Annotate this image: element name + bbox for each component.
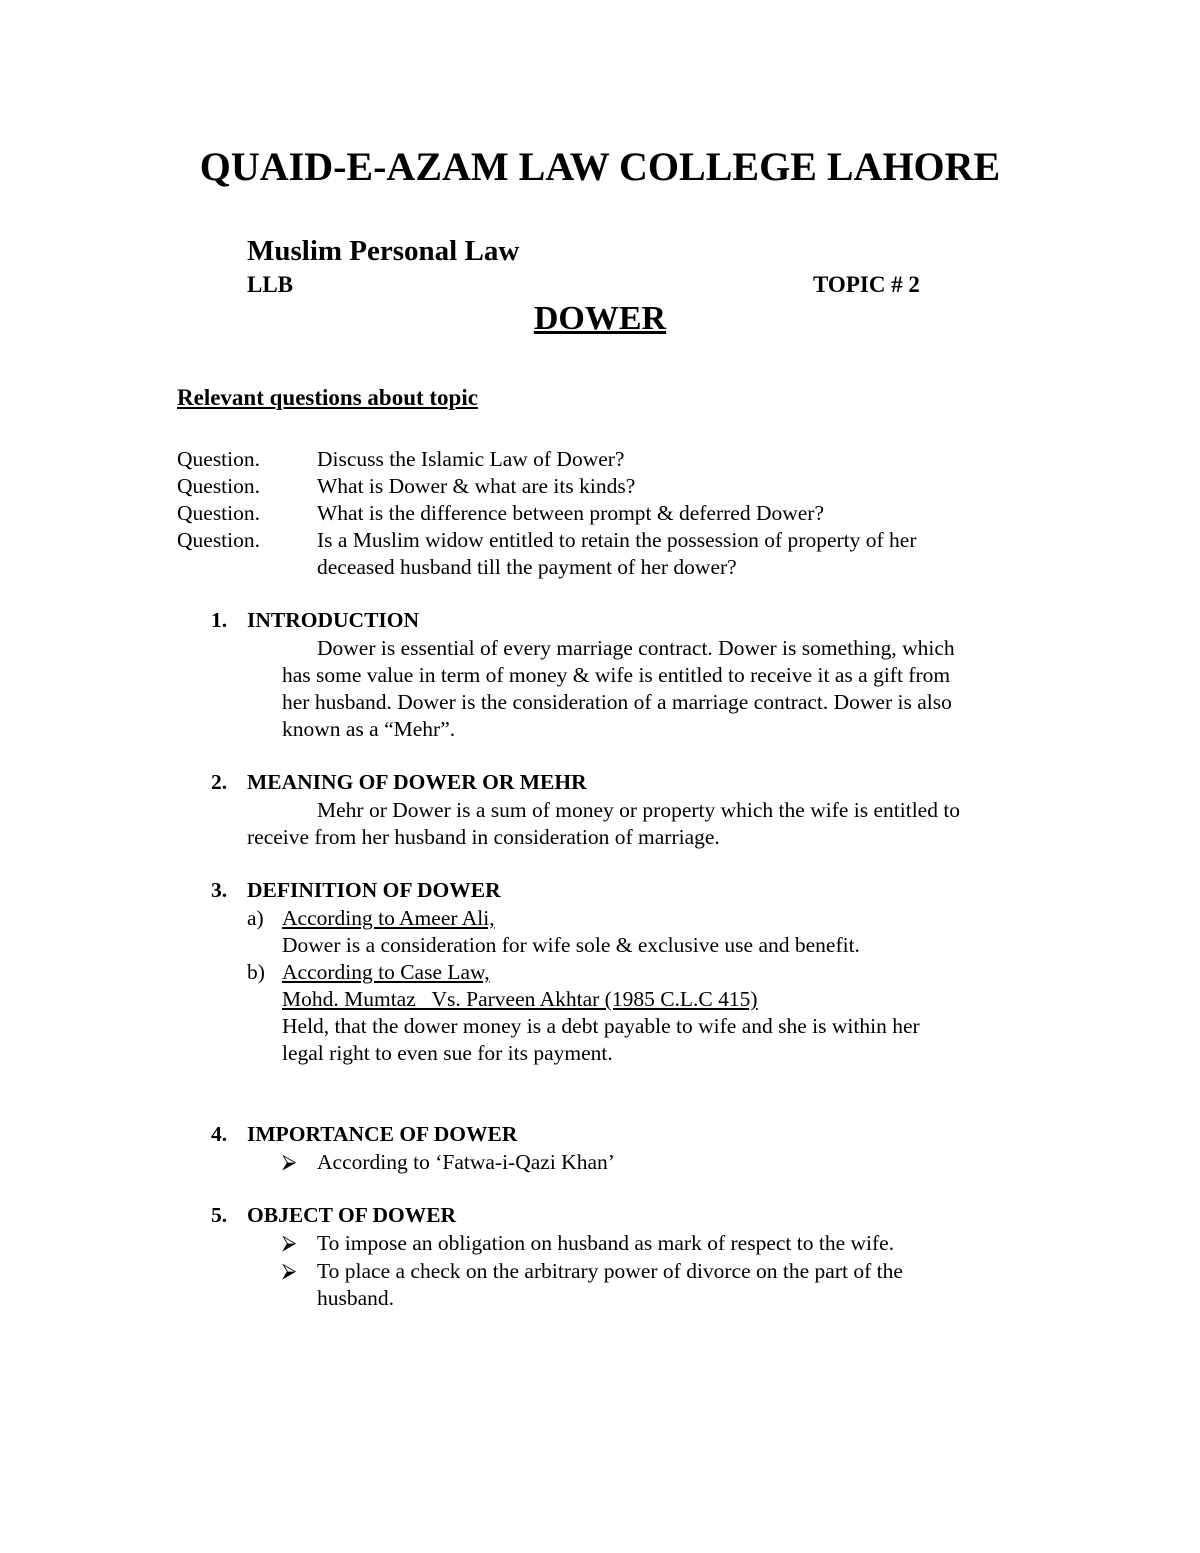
question-text: What is the difference between prompt & deferred Dower? <box>317 501 825 525</box>
paragraph-line: has some value in term of money & wife is entitled to receive it as a gift from <box>282 663 951 687</box>
section-heading-object: OBJECT OF DOWER <box>247 1203 457 1227</box>
definition-source: According to Ameer Ali, <box>282 906 495 930</box>
section-number: 4. <box>211 1122 228 1146</box>
paragraph-line: Dower is essential of every marriage contract. Dower is something, which <box>317 636 955 660</box>
definition-text: Dower is a consideration for wife sole & exclusive use and benefit. <box>282 933 860 957</box>
arrow-bullet-icon: ⮚ <box>282 1151 297 1173</box>
question-text: What is Dower & what are its kinds? <box>317 474 636 498</box>
college-title: QUAID-E-AZAM LAW COLLEGE LAHORE <box>199 144 1001 189</box>
bullet-text: To impose an obligation on husband as mark of respect to the wife. <box>317 1231 895 1255</box>
section-heading-importance: IMPORTANCE OF DOWER <box>247 1122 518 1146</box>
paragraph-line: known as a “Mehr”. <box>282 717 456 741</box>
section-number: 2. <box>211 770 228 794</box>
question-text: Discuss the Islamic Law of Dower? <box>317 447 625 471</box>
question-text: Is a Muslim widow entitled to retain the possession of property of her <box>317 528 917 552</box>
section-number: 1. <box>211 608 228 632</box>
arrow-bullet-icon: ⮚ <box>282 1232 297 1254</box>
question-label: Question. <box>177 501 261 525</box>
questions-heading: Relevant questions about topic <box>177 385 478 410</box>
item-marker: b) <box>247 960 265 984</box>
arrow-bullet-icon: ⮚ <box>282 1260 297 1282</box>
paragraph-line: her husband. Dower is the consideration of a marriage contract. Dower is also <box>282 690 952 714</box>
section-heading-definition: DEFINITION OF DOWER <box>247 878 501 902</box>
definition-text: Held, that the dower money is a debt payable to wife and she is within her <box>282 1014 920 1038</box>
paragraph-line: receive from her husband in consideration of marriage. <box>247 825 720 849</box>
item-marker: a) <box>247 906 264 930</box>
subject-title: Muslim Personal Law <box>247 235 520 267</box>
bullet-text: According to ‘Fatwa-i-Qazi Khan’ <box>317 1150 615 1174</box>
topic-number: TOPIC # 2 <box>813 272 920 297</box>
section-number: 5. <box>211 1203 228 1227</box>
question-label: Question. <box>177 528 261 552</box>
case-citation: Mohd. Mumtaz Vs. Parveen Akhtar (1985 C.L.C 415) <box>282 987 758 1011</box>
question-label: Question. <box>177 447 261 471</box>
section-number: 3. <box>211 878 228 902</box>
question-text-continued: deceased husband till the payment of her dower? <box>317 555 737 579</box>
question-label: Question. <box>177 474 261 498</box>
section-heading-meaning: MEANING OF DOWER OR MEHR <box>247 770 587 794</box>
topic-title: DOWER <box>533 300 667 337</box>
course-label: LLB <box>247 272 294 297</box>
definition-source: According to Case Law, <box>282 960 490 984</box>
section-heading-introduction: INTRODUCTION <box>247 608 420 632</box>
bullet-text-continued: husband. <box>317 1286 395 1310</box>
paragraph-line: Mehr or Dower is a sum of money or property which the wife is entitled to <box>317 798 961 822</box>
definition-text: legal right to even sue for its payment. <box>282 1041 613 1065</box>
bullet-text: To place a check on the arbitrary power of divorce on the part of the <box>317 1259 903 1283</box>
